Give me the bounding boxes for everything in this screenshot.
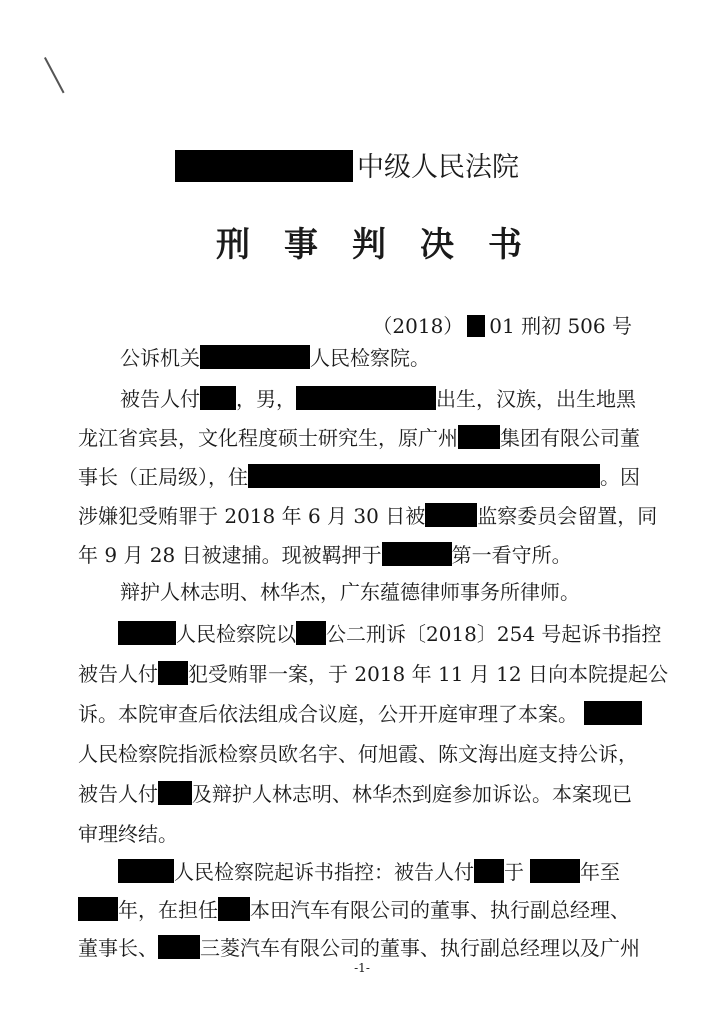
- redaction: [296, 386, 436, 410]
- paragraph-line: 被告人付 及辩护人林志明、林华杰到庭参加诉讼。本案现已: [78, 782, 632, 806]
- paragraph-line: 诉。本院审查后依法组成合议庭，公开开庭审理了本案。: [78, 700, 642, 728]
- paragraph-line: 人民检察院以 公二刑诉〔2018〕254 号起诉书指控: [118, 620, 661, 648]
- redaction: [530, 859, 580, 883]
- redaction: [200, 386, 236, 410]
- redaction: [175, 150, 353, 182]
- scan-mark: [44, 57, 65, 93]
- redaction: [474, 859, 504, 883]
- redaction: [218, 897, 250, 921]
- court-name-suffix: 中级人民法院: [357, 152, 519, 183]
- redaction: [467, 315, 485, 337]
- paragraph-line: 辩护人林志明、林华杰，广东蕴德律师事务所律师。: [120, 580, 580, 604]
- paragraph-line: 人民检察院起诉书指控：被告人付 于 年至: [118, 858, 620, 886]
- redaction: [78, 897, 118, 921]
- redaction: [200, 345, 310, 369]
- paragraph-line: 年 9 月 28 日被逮捕。现被羁押于 第一看守所。: [78, 543, 572, 567]
- court-name: [0, 150, 724, 186]
- title-char: 事: [284, 225, 318, 265]
- redaction: [158, 781, 192, 805]
- title-char: 决: [420, 225, 454, 265]
- paragraph-line: 年，在担任 本田汽车有限公司的董事、执行副总经理、: [78, 896, 630, 924]
- redaction: [458, 425, 500, 449]
- title-char: 书: [488, 225, 522, 265]
- paragraph-line: 被告人付 ，男， 出生，汉族，出生地黑: [120, 387, 636, 411]
- paragraph-line: 公诉机关 人民检察院。: [120, 346, 430, 370]
- document-title: [0, 222, 724, 268]
- paragraph-line: 被告人付 犯受贿罪一案，于 2018 年 11 月 12 日向本院提起公: [78, 662, 668, 686]
- redaction: [382, 542, 452, 566]
- paragraph-line: 审理终结。: [78, 822, 178, 846]
- paragraph-line: 涉嫌犯受贿罪于 2018 年 6 月 30 日被 监察委员会留置，同: [78, 504, 658, 528]
- redaction: [118, 621, 176, 645]
- title-char: 判: [352, 225, 386, 265]
- redaction: [158, 661, 188, 685]
- redaction: [425, 503, 477, 527]
- paragraph-line: 事长（正局级），住 。因: [78, 465, 640, 489]
- redaction: [584, 701, 642, 725]
- redaction: [118, 859, 174, 883]
- paragraph-line: 人民检察院指派检察员欧名宇、何旭霞、陈文海出庭支持公诉，: [78, 742, 638, 766]
- page-number: -1-: [354, 961, 370, 975]
- case-number: （2018） 01 刑初 506 号: [372, 314, 632, 338]
- paragraph-line: 董事长、 三菱汽车有限公司的董事、执行副总经理以及广州: [78, 936, 640, 960]
- redaction: [296, 621, 326, 645]
- redaction: [248, 464, 600, 488]
- title-char: 刑: [216, 225, 250, 265]
- redaction: [158, 935, 200, 959]
- paragraph-line: 龙江省宾县，文化程度硕士研究生，原广州 集团有限公司董: [78, 426, 640, 450]
